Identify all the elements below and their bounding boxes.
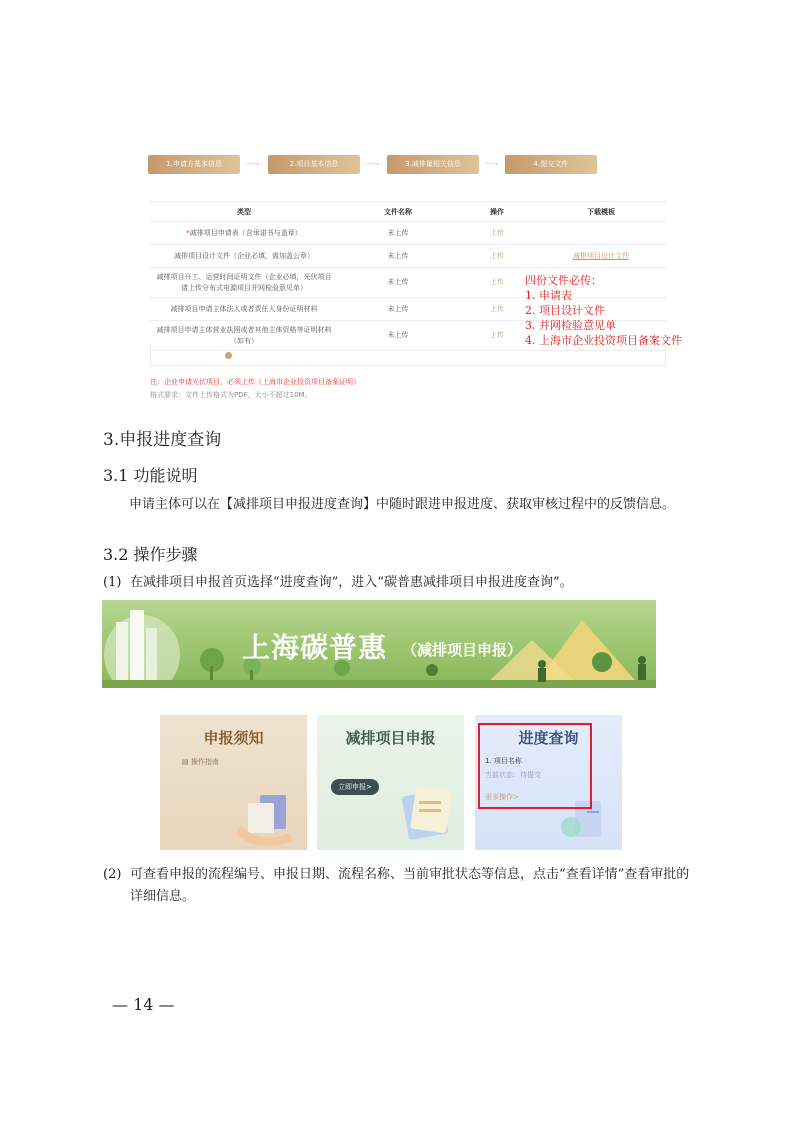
format-note: 格式要求：文件上传格式为PDF，大小不超过10M。 — [150, 391, 312, 399]
current-status: 当前状态：待提交 — [485, 771, 541, 779]
card-apply[interactable] — [317, 715, 464, 850]
upload-button[interactable]: 上传 — [458, 321, 536, 351]
file-type: 减排项目申请主体营业执照或者其他主体资格等证明材料（如有） — [156, 325, 332, 345]
card-illustration — [160, 715, 307, 850]
highlight-box — [478, 723, 592, 809]
subsection-title-3-1: 3.1 功能说明 — [103, 466, 198, 485]
list-icon: ▤ — [182, 758, 191, 766]
page-number: — 14 — — [112, 995, 175, 1014]
file-status: 未上传 — [338, 298, 458, 321]
file-type: 减排项目申请表（含承诺书与盖章） — [189, 228, 302, 237]
annotation-title: 四份文件必传： — [525, 274, 602, 287]
required-mark: * — [186, 228, 190, 237]
add-icon[interactable] — [225, 352, 232, 359]
section-title: 3.申报进度查询 — [103, 430, 222, 450]
file-type: 减排项目申请主体法人或者责任人身份证明材料 — [170, 304, 318, 313]
col-file: 文件名称 — [338, 202, 458, 222]
template-link[interactable]: 减排项目设计文件 — [536, 245, 666, 268]
step-2-number: (2) — [103, 867, 122, 882]
upload-button[interactable]: 上传 — [458, 268, 536, 298]
upload-button[interactable]: 上传 — [458, 222, 536, 245]
card-title: 减排项目申报 — [345, 729, 436, 747]
file-type: 减排项目开工、运营时间证明文件（企业必填，光伏项目请上传分布式电源项目并网检验意见单） — [156, 272, 332, 292]
step-4[interactable]: 4.提交文件 — [505, 155, 597, 174]
step-1-text: 在减排项目申报首页选择“进度查询”，进入“碳普惠减排项目申报进度查询”。 — [130, 575, 573, 590]
banner-title: 上海碳普惠 — [242, 631, 388, 664]
step-separator: ·····› — [365, 160, 379, 168]
step-1-number: (1) — [103, 575, 122, 590]
more-actions-link[interactable]: 更多操作> — [485, 793, 519, 801]
card-progress[interactable] — [475, 715, 622, 850]
subsection-title-3-2: 3.2 操作步骤 — [103, 545, 198, 564]
file-status: 未上传 — [338, 268, 458, 298]
banner — [102, 600, 656, 688]
file-type: 减排项目设计文件（企业必填，需加盖公章） — [174, 251, 314, 260]
step-separator: ·····› — [245, 160, 259, 168]
annotation — [525, 273, 682, 348]
card-title: 进度查询 — [518, 729, 579, 747]
apply-now-button[interactable]: 立即申报> — [331, 779, 379, 795]
step-3[interactable]: 3.减排量相关信息 — [387, 155, 479, 174]
banner-subtitle: （减排项目申报） — [402, 641, 523, 659]
card-illustration — [317, 715, 464, 850]
annotation-item: 2. 项目设计文件 — [525, 304, 605, 317]
card-title: 申报须知 — [203, 729, 264, 747]
col-template: 下载模板 — [536, 202, 666, 222]
table-row — [150, 222, 666, 245]
annotation-item: 4. 上海市企业投资项目备案文件 — [525, 334, 682, 347]
guide-label: 操作指南 — [190, 758, 219, 766]
template-link[interactable] — [536, 222, 666, 245]
step-2-text: 可查看申报的流程编号、申报日期、流程名称、当前审批状态等信息，点击“查看详情”查看审批的详细信息。 — [130, 867, 690, 904]
file-status: 未上传 — [338, 222, 458, 245]
col-action: 操作 — [458, 202, 536, 222]
step-1[interactable]: 1.申请方基本信息 — [148, 155, 240, 174]
table-row — [150, 245, 666, 268]
card-notice[interactable] — [160, 715, 307, 850]
step-separator: ·····› — [484, 160, 498, 168]
upload-button[interactable]: 上传 — [458, 245, 536, 268]
file-status: 未上传 — [338, 245, 458, 268]
annotation-item: 3. 并网检验意见单 — [525, 319, 616, 332]
file-status: 未上传 — [338, 321, 458, 351]
warning-note: 注：企业申请光伏项目，必须上传《上海市企业投资项目备案证明》 — [150, 378, 360, 386]
col-type: 类型 — [150, 202, 338, 222]
step-2[interactable]: 2.项目基本信息 — [268, 155, 360, 174]
project-name: 1. 项目名称 — [485, 757, 522, 765]
paragraph-3-1: 申请主体可以在【减排项目申报进度查询】中随时跟进申报进度、获取审核过程中的反馈信息。 — [129, 497, 676, 512]
upload-button[interactable]: 上传 — [458, 298, 536, 321]
annotation-item: 1. 申请表 — [525, 289, 572, 302]
